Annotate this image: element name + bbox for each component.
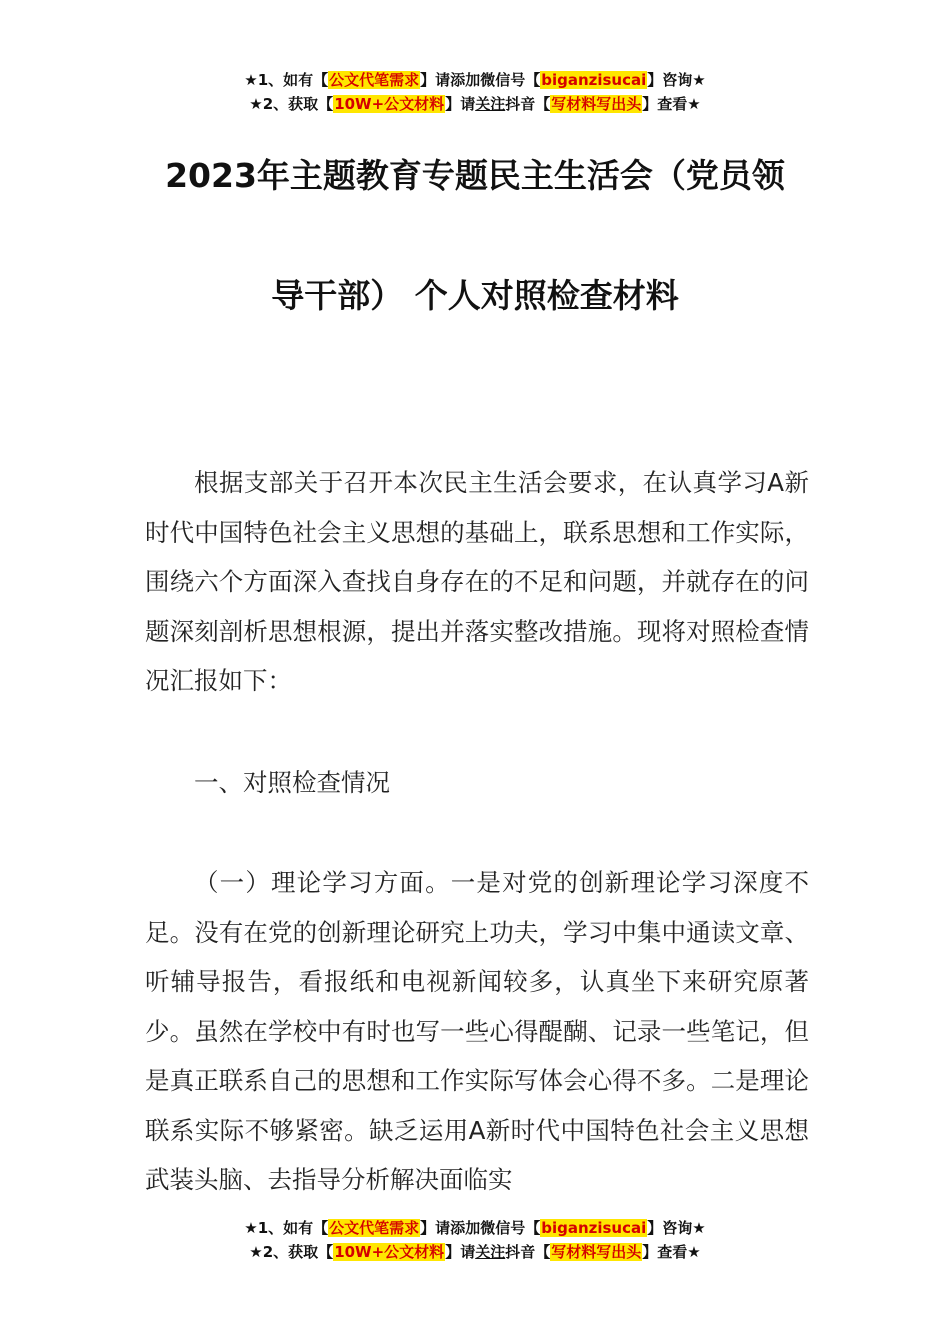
promo-highlight: 10W+公文材料	[334, 95, 445, 113]
promo-line-2: ★2、获取【10W+公文材料】请关注抖音【写材料写出头】查看★	[249, 1243, 701, 1261]
promo-banner-bottom	[0, 1216, 950, 1264]
wechat-id-highlight: biganzisucai	[541, 71, 647, 89]
douyin-id-highlight: 写材料写出头	[551, 1243, 642, 1261]
section-heading: 一、对照检查情况	[194, 768, 390, 797]
intro-paragraph: 根据支部关于召开本次民主生活会要求，在认真学习A新时代中国特色社会主义思想的基础上，联系思想和工作实际，围绕六个方面深入查找自身存在的不足和问题，并就存在的问题深刻剖析思想根源，提出并落实整改措施。现将对照检查情况汇报如下：	[145, 468, 809, 695]
promo-highlight: 10W+公文材料	[334, 1243, 445, 1261]
document-title-line-2: 导干部） 个人对照检查材料	[271, 276, 679, 315]
promo-line-1: ★1、如有【公文代笔需求】请添加微信号【biganzisucai】咨询★	[244, 71, 706, 89]
promo-line-2: ★2、获取【10W+公文材料】请关注抖音【写材料写出头】查看★	[249, 95, 701, 113]
promo-highlight: 公文代笔需求	[329, 71, 420, 89]
promo-highlight: 公文代笔需求	[329, 1219, 420, 1237]
theory-study-paragraph: （一）理论学习方面。一是对党的创新理论学习深度不足。没有在党的创新理论研究上功夫，学习中集中通读文章、听辅导报告，看报纸和电视新闻较多，认真坐下来研究原著少。虽然在学校中有时也写一些心得醍醐、记录一些笔记，但是真正联系自己的思想和工作实际写体会心得不多。二是理论联系实际不够紧密。缺乏运用A新时代中国特色社会主义思想武装头脑、去指导分析解决面临实	[145, 868, 809, 1194]
douyin-id-highlight: 写材料写出头	[551, 95, 642, 113]
document-title-line-1: 2023年主题教育专题民主生活会（党员领	[165, 156, 785, 195]
wechat-id-highlight: biganzisucai	[541, 1219, 647, 1237]
promo-banner-top	[0, 68, 950, 116]
promo-line-1: ★1、如有【公文代笔需求】请添加微信号【biganzisucai】咨询★	[244, 1219, 706, 1237]
